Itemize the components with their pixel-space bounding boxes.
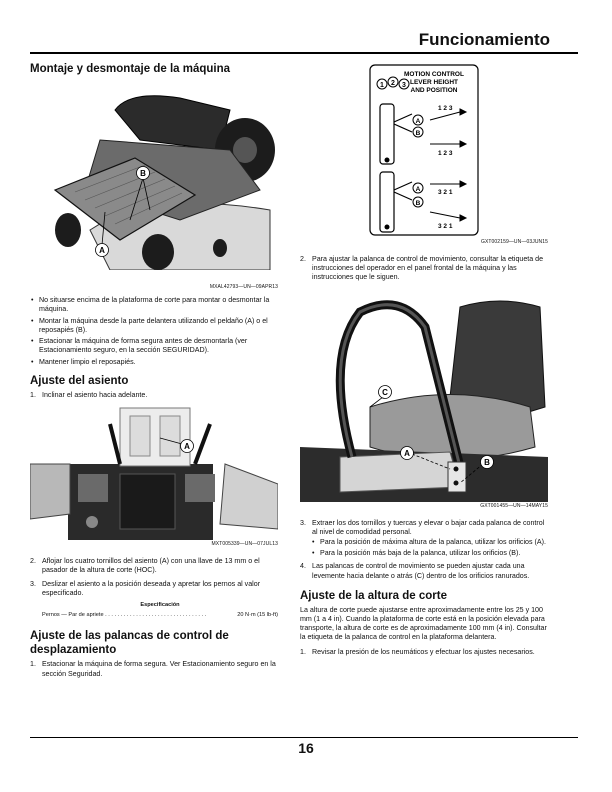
left-column: [30, 62, 278, 683]
lever-adjust-illustration: [300, 287, 548, 502]
sub-bullet: • Para la posición más baja de la palanca, utilizar los orificios (B).: [312, 549, 548, 558]
lever-label-illustration: [300, 62, 548, 238]
figure-mower-step: [30, 80, 278, 270]
page-title: Funcionamiento: [418, 30, 550, 49]
bullet: • Estacionar la máquina de forma segura antes de desmontarla (ver Estacionamiento seguro, en la sección SEGURIDAD).: [30, 337, 278, 355]
sequence-321: 3 2 1: [438, 189, 453, 196]
spec-row: Pernos — Par de apriete . . . . . . . . . . . . . . . . . . . . . . . . . . . . . . . . . 20 N·m (15 lb-ft): [42, 612, 278, 619]
page-number: 16: [298, 740, 314, 756]
lever-step-4: 4. Las palancas de control de movimiento se pueden ajustar cada una levemente hacia delante o atrás (C) dentro de los orificios ranurados.: [300, 562, 530, 580]
circle-num: 2: [391, 80, 395, 87]
label-title-line: LEVER HEIGHT: [409, 79, 459, 86]
figure-code: GXT001455—UN—14MAY15: [480, 502, 548, 509]
lever-step-1: 1. Estacionar la máquina de forma segura. Ver Estacionamiento seguro en la sección Seguridad.: [30, 660, 276, 678]
cut-height-step-1: 1. Revisar la presión de los neumáticos y efectuar los ajustes necesarios.: [300, 647, 535, 656]
sequence-123: 1 2 3: [438, 150, 453, 157]
figure-lever-adjust: [300, 287, 548, 502]
heading-seat: Ajuste del asiento: [30, 374, 129, 387]
callout-b: B: [140, 169, 146, 178]
circle-num: 1: [380, 82, 384, 89]
lever-step-3: 3. Extraer los dos tornillos y tuercas y elevar o bajar cada palanca de control al nivel de comodidad personal. • Para la posición de máxima altura de la palanca, utilizar los orificios (A). • Para la posición más baja de la palanca, utilizar los orificios (B).: [300, 519, 548, 559]
seat-illustration: [30, 404, 278, 540]
callout-a: A: [404, 448, 410, 458]
seat-step-2: 2. Aflojar los cuatro tornillos del asiento (A) con una llave de 13 mm o el pasador de la altura de corte (HOC).: [30, 557, 260, 575]
mounting-bullets: [30, 296, 278, 367]
lever-label-b: B: [415, 200, 421, 207]
lever-label-b: B: [415, 130, 421, 137]
mower-illustration: [30, 80, 278, 270]
figure-lever-label: [300, 62, 548, 238]
circle-num: 3: [402, 82, 406, 89]
lever-step-2: 2. Para ajustar la palanca de control de movimiento, consultar la etiqueta de instrucciones del operador en el panel frontal de la máquina y las instrucciones que le siguen.: [300, 255, 544, 282]
right-column: [300, 62, 548, 661]
bullet: • No situarse encima de la plataforma de corte para montar o desmontar la máquina.: [30, 296, 278, 314]
figure-code: GXT002159—UN—03JUN15: [480, 239, 548, 245]
lever-label-a: A: [415, 118, 421, 125]
header-rule: [30, 52, 578, 54]
footer-rule: [30, 737, 578, 738]
label-title-line: MOTION CONTROL: [404, 71, 464, 78]
sequence-321: 3 2 1: [438, 223, 453, 230]
heading-levers: Ajuste de las palancas de control de desplazamiento: [30, 630, 229, 657]
callout-a: A: [184, 442, 190, 452]
sequence-123: 1 2 3: [438, 105, 453, 112]
heading-cut-height: Ajuste de la altura de corte: [300, 589, 447, 602]
figure-seat: [30, 404, 278, 540]
heading-mounting: Montaje y desmontaje de la máquina: [30, 63, 231, 75]
seat-step-3: 3. Deslizar el asiento a la posición deseada y apretar los pernos al valor especificado. Especificación Pernos — Par de apriete . . . . . . . . . . . . . . . . . . . . . . . . . . . . . . . . . 20 N·m (15 lb-ft): [30, 580, 278, 621]
bullet: • Mantener limpio el reposapiés.: [30, 358, 278, 367]
callout-a: A: [99, 246, 105, 255]
sub-bullet: • Para la posición de máxima altura de la palanca, utilizar los orificios (A).: [312, 538, 548, 547]
label-title-line: AND POSITION: [410, 87, 458, 94]
figure-code: MXAL42793—UN—09APR13: [209, 284, 278, 290]
callout-b: B: [484, 457, 490, 467]
spec-heading: Especificación: [140, 602, 180, 608]
lever-label-a: A: [415, 186, 421, 193]
figure-code: MXT005339—UN—07JUL13: [211, 541, 278, 548]
callout-c: C: [382, 387, 388, 397]
seat-step-1: 1. Inclinar el asiento hacia adelante.: [30, 390, 148, 399]
bullet: • Montar la máquina desde la parte delantera utilizando el peldaño (A) o el reposapiés (B).: [30, 317, 278, 335]
cut-height-paragraph: La altura de corte puede ajustarse entre aproximadamente entre los 25 y 100 mm (1 a 4 in). Cuando la plataforma de corte está en la posición elevada para transporte, la altura de corte es de aproximadamente 100 mm (4 in). Consultar la etiqueta de la palanca de control en la plataforma delantera.: [300, 605, 547, 642]
